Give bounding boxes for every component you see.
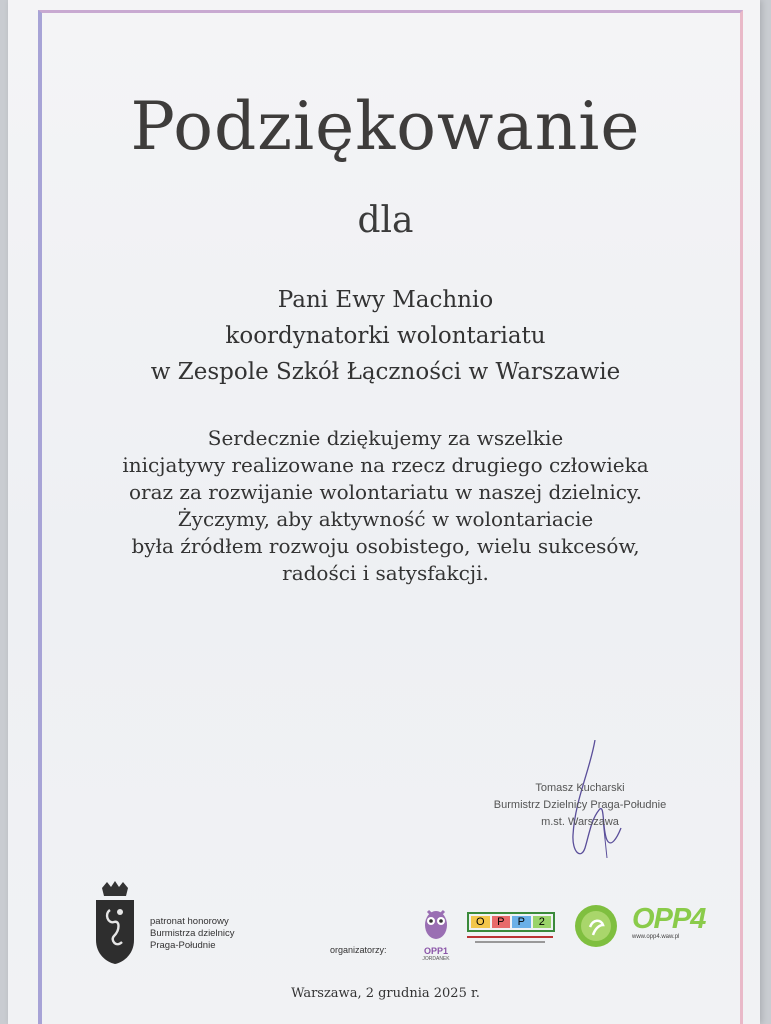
opp1-text: OPP1 [423, 946, 448, 956]
organizers-label: organizatorzy: [330, 945, 387, 955]
signatory-city: m.st. Warszawa [541, 816, 619, 828]
green-circle-logo-icon [573, 903, 619, 949]
signatory-role: Burmistrz Dzielnicy Praga-Południe [493, 799, 667, 811]
opp2-logo [467, 912, 562, 957]
message-line: Życzymy, aby aktywność w wolontariacie [177, 507, 594, 531]
opp2-underline [467, 936, 553, 938]
message-line: radości i satysfakcji. [282, 561, 489, 585]
opp1-subtext: JORDANEK [422, 956, 450, 962]
opp4-logo [632, 904, 724, 948]
opp2-letter: P [492, 916, 511, 928]
message-line: Serdecznie dziękujemy za wszelkie [207, 426, 564, 450]
opp2-underline [475, 941, 545, 943]
certificate-title: Podziękowanie [130, 88, 641, 165]
patron-block [90, 880, 280, 970]
patron-text [150, 916, 234, 952]
message-line: oraz za rozwijanie wolontariatu w naszej dzielnicy. [128, 480, 642, 504]
message-line: była źródłem rozwoju osobistego, wielu sukcesów, [131, 534, 640, 558]
opp2-letter: P [512, 916, 531, 928]
recipient-school: w Zespole Szkół Łączności w Warszawie [150, 359, 621, 385]
message-line: inicjatywy realizowane na rzecz drugiego człowieka [122, 453, 649, 477]
signature-block [480, 780, 680, 831]
opp4-url: www.opp4.waw.pl [632, 934, 680, 940]
patron-line: patronat honorowy [150, 916, 229, 927]
for-word: dla [357, 200, 414, 241]
recipient-role: koordynatorki wolontariatu [225, 323, 546, 349]
opp2-letter: O [471, 916, 490, 928]
recipient-name: Pani Ewy Machnio [277, 287, 494, 313]
warsaw-coat-of-arms-icon [90, 880, 140, 966]
thanks-message [0, 425, 771, 587]
opp4-text: OPP4 [632, 903, 706, 935]
opp1-logo [418, 905, 454, 962]
owl-icon [418, 905, 454, 941]
place-and-date: Warszawa, 2 grudnia 2025 r. [291, 986, 480, 1001]
recipient-block [0, 282, 771, 390]
patron-line: Praga-Południe [150, 940, 216, 951]
signatory-name: Tomasz Kucharski [535, 782, 625, 794]
patron-line: Burmistrza dzielnicy [150, 928, 235, 939]
opp2-letter: 2 [533, 916, 552, 928]
